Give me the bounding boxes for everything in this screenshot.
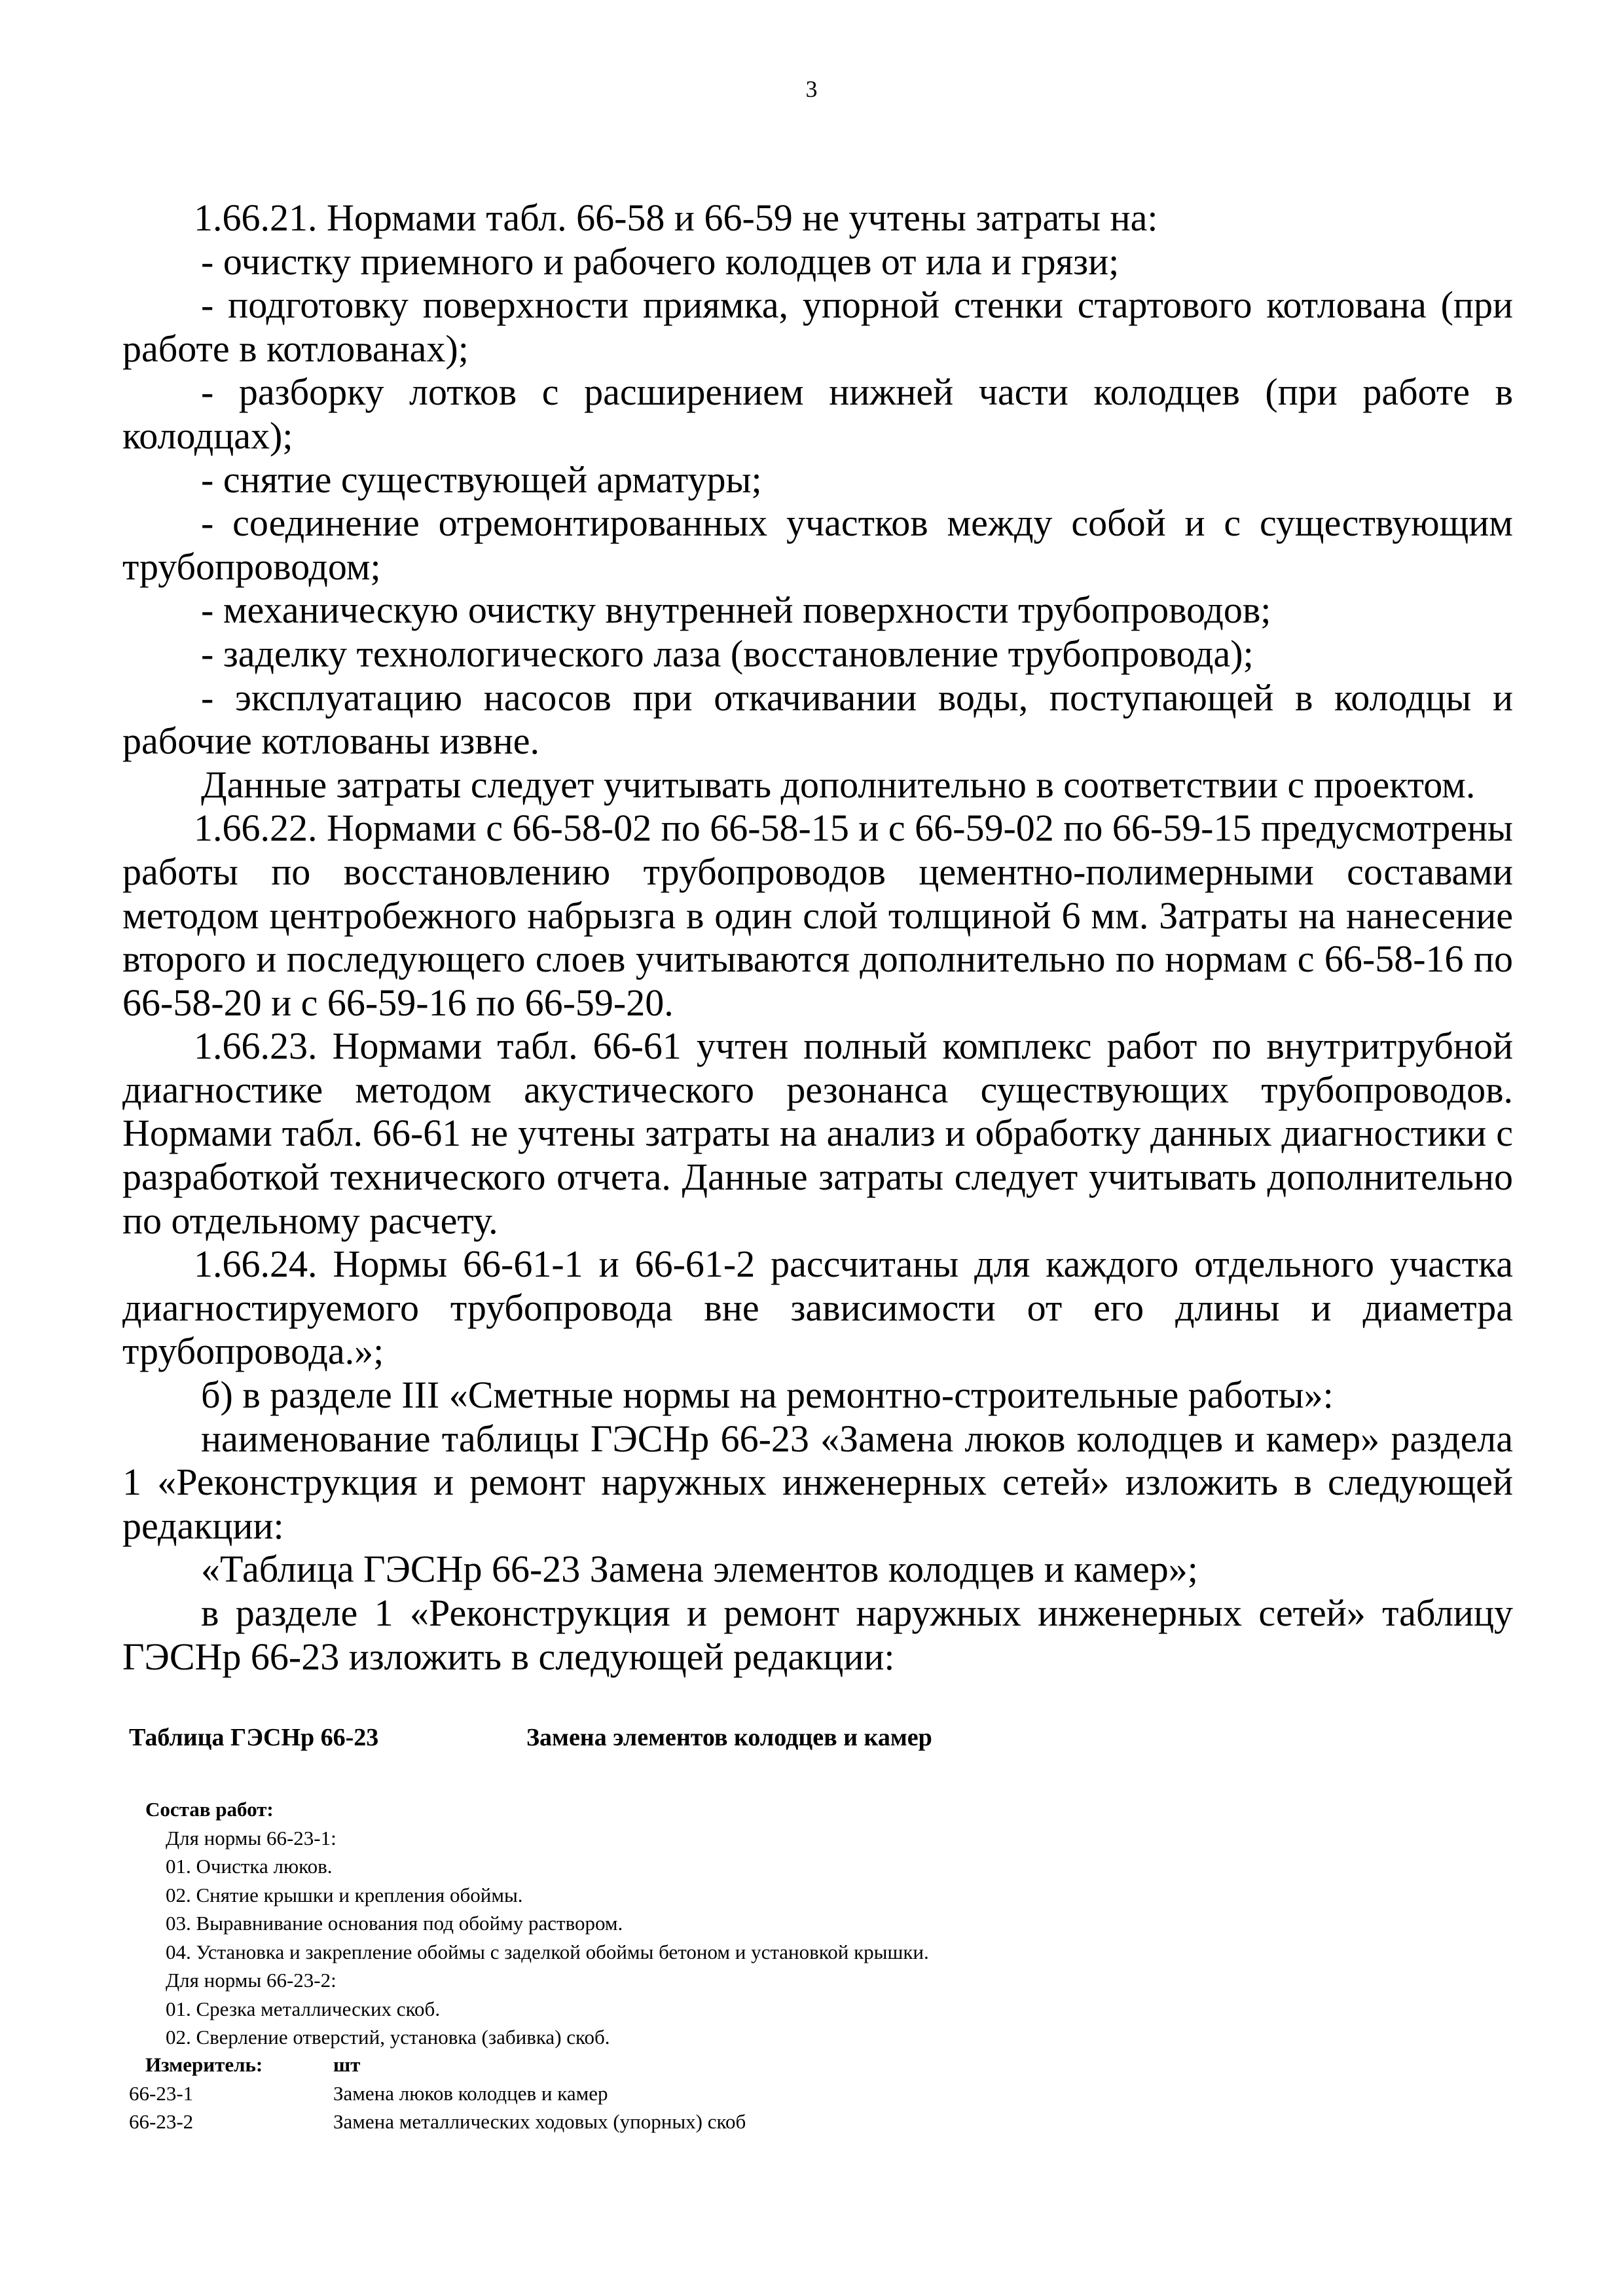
norm-name: Замена металлических ходовых (упорных) скоб: [333, 2110, 746, 2133]
work-line: Для нормы 66-23-1:: [166, 1826, 337, 1850]
list-item: - очистку приемного и рабочего колодцев от ила и грязи;: [201, 240, 1120, 283]
paragraph-section-b: б) в разделе III «Сметные нормы на ремонтно-строительные работы»:: [201, 1374, 1334, 1417]
paragraph-new-table-title: «Таблица ГЭСНр 66-23 Замена элементов колодцев и камер»;: [201, 1548, 1198, 1591]
list-item: - снятие существующей арматуры;: [201, 458, 762, 501]
list-item: - механическую очистку внутренней поверхности трубопроводов;: [201, 589, 1271, 632]
measure-label: Измеритель:: [145, 2053, 263, 2076]
list-item: - соединение отремонтированных участков между собой и с существующим трубопроводом;: [122, 501, 1513, 588]
work-line: 01. Очистка люков.: [166, 1855, 333, 1878]
work-composition-label: Состав работ:: [145, 1798, 274, 1821]
work-line: 01. Срезка металлических скоб.: [166, 1997, 441, 2020]
paragraph-note: Данные затраты следует учитывать дополнительно в соответствии с проектом.: [201, 763, 1476, 806]
paragraph-1-66-24: 1.66.24. Нормы 66-61-1 и 66-61-2 рассчитаны для каждого отдельного участка диагностируемого трубопровода вне зависимости от его длины и диаметра трубопровода.»;: [122, 1243, 1513, 1373]
paragraph-table-replace: в разделе 1 «Реконструкция и ремонт наружных инженерных сетей» таблицу ГЭСНр 66-23 изложить в следующей редакции:: [122, 1592, 1513, 1678]
list-item: - заделку технологического лаза (восстановление трубопровода);: [201, 632, 1254, 675]
paragraph-table-rename: наименование таблицы ГЭСНр 66-23 «Замена люков колодцев и камер» раздела 1 «Реконструкция и ремонт наружных инженерных сетей» изложить в следующей редакции:: [122, 1417, 1513, 1547]
work-line: 02. Сверление отверстий, установка (забивка) скоб.: [166, 2026, 610, 2049]
body-text: [122, 196, 1513, 1679]
table-heading: [129, 1724, 932, 1751]
work-line: 02. Снятие крышки и крепления обоймы.: [166, 1883, 523, 1906]
measure-unit: шт: [333, 2053, 361, 2076]
table-title: Замена элементов колодцев и камер: [526, 1724, 932, 1751]
norm-code: 66-23-2: [129, 2110, 194, 2133]
list-item: - эксплуатацию насосов при откачивании воды, поступающей в колодцы и рабочие котлованы извне.: [122, 676, 1513, 763]
work-composition: [145, 1795, 929, 2052]
list-item: - разборку лотков с расширением нижней части колодцев (при работе в колодцах);: [122, 371, 1513, 457]
page-number: 3: [805, 76, 818, 102]
table-code: Таблица ГЭСНр 66-23: [129, 1724, 379, 1751]
work-line: 03. Выравнивание основания под обойму раствором.: [166, 1912, 623, 1935]
norm-code: 66-23-1: [129, 2081, 194, 2105]
list-item: - подготовку поверхности приямка, упорной стенки стартового котлована (при работе в котлованах);: [122, 283, 1513, 370]
work-line: Для нормы 66-23-2:: [166, 1969, 337, 1992]
paragraph-1-66-21: 1.66.21. Нормами табл. 66-58 и 66-59 не учтены затраты на:: [194, 196, 1158, 239]
paragraph-1-66-23: 1.66.23. Нормами табл. 66-61 учтен полный комплекс работ по внутритрубной диагностике методом акустического резонанса существующих трубопроводов. Нормами табл. 66-61 не учтены затраты на анализ и обработку данных диагностики с разработкой технического отчета. Данные затраты следует учитывать дополнительно по отдельному расчету.: [122, 1025, 1513, 1242]
paragraph-1-66-22: 1.66.22. Нормами с 66-58-02 по 66-58-15 и с 66-59-02 по 66-59-15 предусмотрены работы по восстановлению трубопроводов цементно-полимерными составами методом центробежного набрызга в один слой толщиной 6 мм. Затраты на нанесение второго и последующего слоев учитываются дополнительно по нормам с 66-58-16 по 66-58-20 и с 66-59-16 по 66-59-20.: [122, 807, 1513, 1024]
work-line: 04. Установка и закрепление обоймы с заделкой обоймы бетоном и установкой крышки.: [166, 1940, 929, 1963]
norm-name: Замена люков колодцев и камер: [333, 2081, 608, 2105]
